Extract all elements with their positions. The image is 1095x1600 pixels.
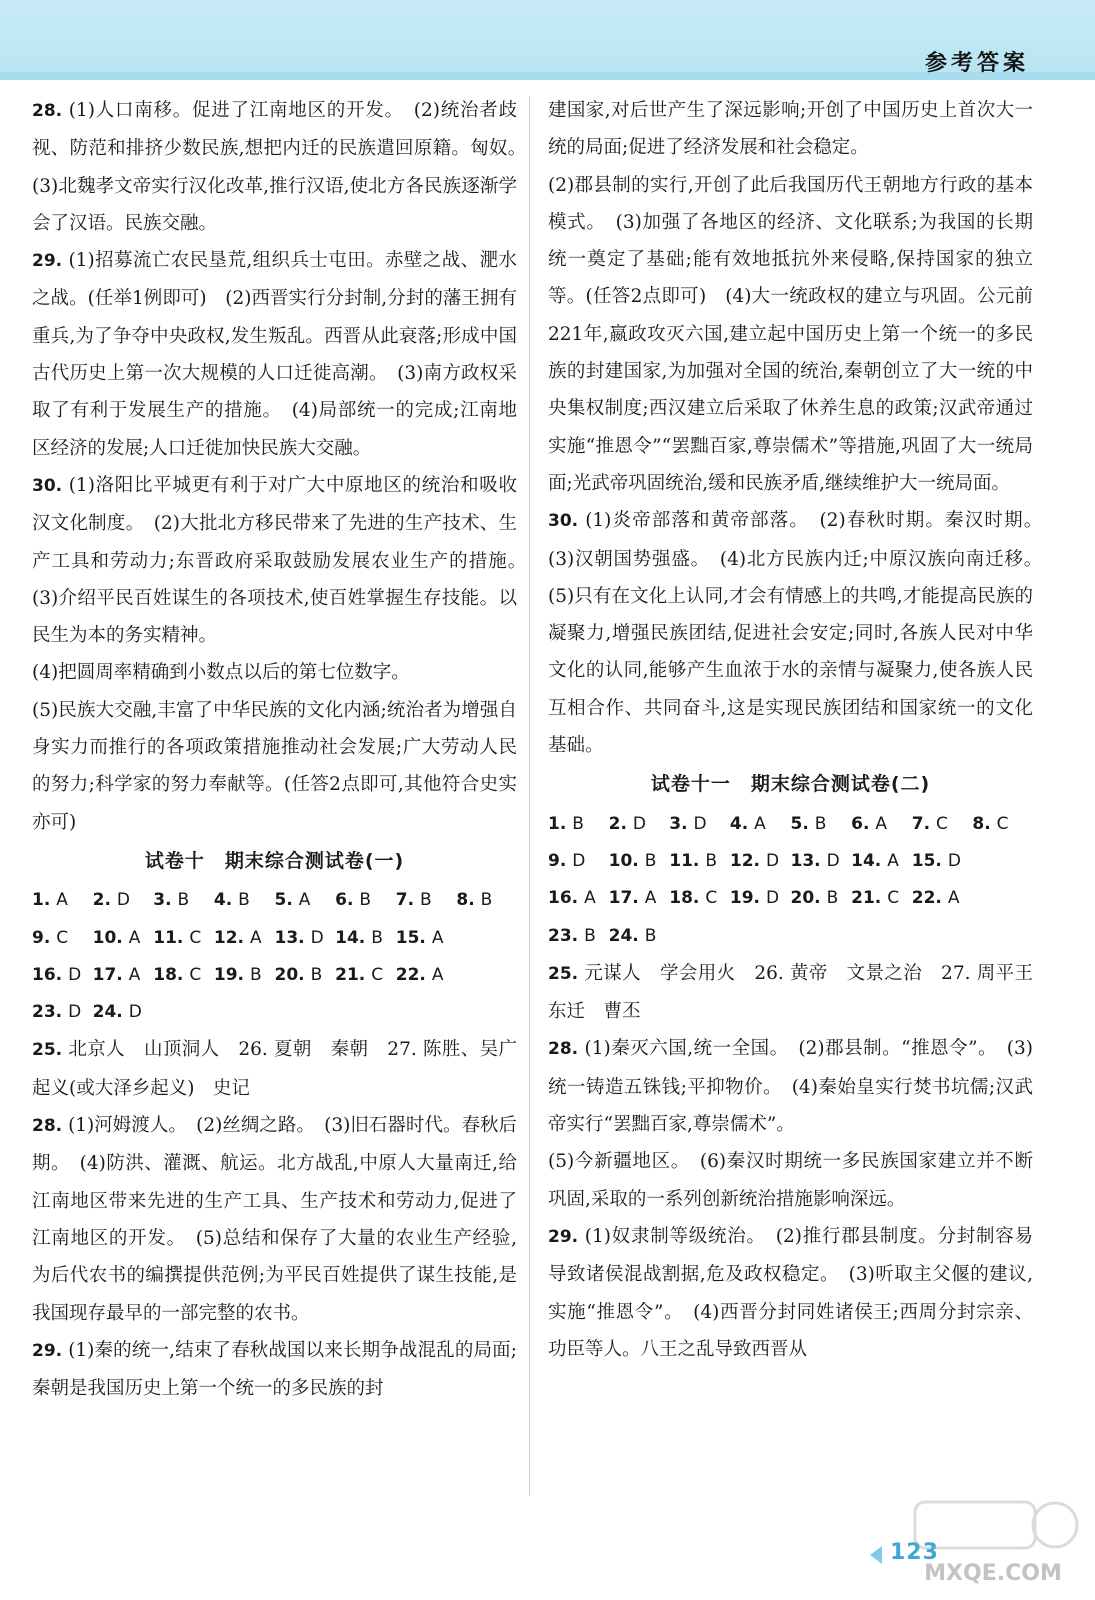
choice-letter: D <box>632 813 647 834</box>
question-number: 29. <box>32 1340 69 1361</box>
choice-answer <box>912 918 973 955</box>
choice-answer <box>972 843 1033 880</box>
choice-letter: D <box>572 850 586 871</box>
answer-paragraph <box>32 1031 517 1107</box>
choice-number: 11. <box>153 927 184 948</box>
choice-answer <box>456 920 517 957</box>
choice-answer <box>609 806 670 843</box>
answer-paragraph <box>548 167 1033 503</box>
choice-answer <box>335 957 396 994</box>
question-number: 30. <box>548 511 586 532</box>
choice-letter: A <box>584 888 596 909</box>
choice-answer <box>851 806 912 843</box>
choice-answer <box>153 882 214 919</box>
choice-number: 1. <box>32 890 51 911</box>
choice-number: 14. <box>851 850 882 871</box>
choice-number: 9. <box>32 927 51 948</box>
question-number: 28. <box>32 1116 69 1137</box>
choice-number: 6. <box>851 813 870 834</box>
choice-answer <box>396 994 457 1031</box>
choice-answer <box>548 880 609 917</box>
choice-answer <box>335 882 396 919</box>
choice-letter: C <box>371 964 384 985</box>
choice-letter: D <box>693 813 707 834</box>
choice-letter: B <box>310 964 323 985</box>
header-title: 参考答案 <box>924 51 1029 76</box>
choice-answer <box>851 843 912 880</box>
answer-paragraph <box>32 692 517 841</box>
choice-letter: B <box>371 927 383 948</box>
right-answers-bottom <box>548 955 1033 1368</box>
choice-answer <box>669 843 730 880</box>
question-number: 29. <box>548 1226 585 1247</box>
choice-number: 22. <box>911 888 942 909</box>
choice-number: 9. <box>548 850 567 871</box>
choice-letter: A <box>298 890 311 911</box>
choice-answer <box>548 843 609 880</box>
watermark-logo <box>905 1490 1080 1590</box>
answer-text: (1)秦灭六国,统一全国。 (2)郡县制。“推恩令”。 (3)统一铸造五铢钱;平抑物价。 (4)秦始皇实行焚书坑儒;汉武帝实行“罢黜百家,尊崇儒术”。 <box>548 1038 1033 1136</box>
answer-text: (1)招募流亡农民垦荒,组织兵士屯田。赤壁之战、淝水之战。(任举1例即可) (2)西晋实行分封制,分封的藩王拥有重兵,为了争夺中央政权,发生叛乱。西晋从此衰落;形成中国古代历史上第一次大规模的人口迁徙高潮。 (3)南方政权采取了有利于发展生产的措施。 (4)局部统一的完成;江南地区经济的发展;人口迁徙加快民族大交融。 <box>32 250 517 459</box>
choice-answer <box>153 920 214 957</box>
choice-letter: B <box>359 890 372 911</box>
choice-letter: B <box>250 964 262 985</box>
choice-letter: D <box>128 1002 142 1023</box>
choice-row <box>548 806 1033 843</box>
choice-letter: B <box>584 925 596 946</box>
choice-row <box>32 920 517 957</box>
answer-text: 建国家,对后世产生了深远影响;开创了中国历史上首次大一统的局面;促进了经济发展和社会稳定。 <box>548 100 1033 159</box>
choice-number: 12. <box>729 850 760 871</box>
choice-answer <box>93 994 154 1031</box>
choice-number: 21. <box>851 888 882 909</box>
choice-number: 2. <box>608 813 627 834</box>
choice-answer <box>730 806 791 843</box>
choice-letter: D <box>310 927 324 948</box>
choice-answer <box>456 882 517 919</box>
answer-text: (1)河姆渡人。 (2)丝绸之路。 (3)旧石器时代。春秋后期。 (4)防洪、灌溉、航运。北方战乱,中原人大量南迁,给江南地区带来先进的生产工具、生产技术和劳动力,促进了江南地区的开发。 (5)总结和保存了大量的农业生产经验,为后代农书的编撰提供范例;为平民百姓提供了谋生技能,是我国现存最早的一部完整的农书。 <box>32 1115 517 1324</box>
choice-letter: A <box>128 927 141 948</box>
answer-text: (1)炎帝部落和黄帝部落。 (2)春秋时期。秦汉时期。 (3)汉朝国势强盛。 (4)北方民族内迁;中原汉族向南迁移。 (5)只有在文化上认同,才会有情感上的共鸣,才能提高民族的凝聚力,增强民族团结,促进社会安定;同时,各族人民对中华文化的认同,能够产生血浓于水的亲情与凝聚力,使各族人民互相合作、共同奋斗,这是实现民族团结和国家统一的文化基础。 <box>548 510 1052 757</box>
answer-paragraph <box>548 502 1052 764</box>
choice-answer <box>791 806 852 843</box>
choice-letter: B <box>814 813 827 834</box>
question-number: 29. <box>32 251 69 272</box>
choice-number: 18. <box>669 888 700 909</box>
choice-answer <box>609 918 670 955</box>
choice-answer <box>548 918 609 955</box>
choice-letter: A <box>947 888 960 909</box>
right-multiple-choice <box>548 806 1033 955</box>
answer-paragraph <box>32 1332 517 1408</box>
choice-answer <box>153 994 214 1031</box>
choice-answer <box>32 882 93 919</box>
choice-answer <box>972 806 1033 843</box>
choice-number: 8. <box>456 890 475 911</box>
choice-answer <box>396 920 457 957</box>
question-number: 28. <box>548 1039 585 1060</box>
answer-text: (2)郡县制的实行,开创了此后我国历代王朝地方行政的基本模式。 (3)加强了各地区的经济、文化联系;为我国的长期统一奠定了基础;能有效地抵抗外来侵略,保持国家的独立等。(任答2点即可) (4)大一统政权的建立与巩固。公元前221年,嬴政攻灭六国,建立起中国历史上第一个统一的多民族的封建国家,为加强对全国的统治,秦朝创立了大一统的中央集权制度;西汉建立后采取了休养生息的政策;汉武帝通过实施“推恩令”“罢黜百家,尊崇儒术”等措施,巩固了大一统局面;光武帝巩固统治,缓和民族矛盾,继续维护大一统局面。 <box>548 174 1033 494</box>
choice-row <box>548 843 1033 880</box>
question-number: 28. <box>32 101 69 121</box>
choice-letter: B <box>644 925 657 946</box>
choice-number: 4. <box>213 890 233 911</box>
choice-number: 3. <box>669 813 688 834</box>
choice-answer <box>396 882 457 919</box>
choice-number: 1. <box>548 813 567 834</box>
choice-number: 16. <box>32 964 63 985</box>
choice-number: 15. <box>395 927 426 948</box>
choice-answer <box>609 843 670 880</box>
choice-row <box>548 918 1033 955</box>
section-title-exam-11: 试卷十一 期末综合测试卷(二) <box>650 773 931 796</box>
choice-letter: D <box>947 850 961 871</box>
right-column <box>548 92 1052 1368</box>
choice-answer <box>609 880 670 917</box>
question-number: 30. <box>32 475 69 496</box>
answer-paragraph <box>548 92 1033 167</box>
page-number: 123 <box>890 1540 939 1565</box>
answer-paragraph <box>32 92 536 242</box>
choice-letter: A <box>875 813 888 834</box>
choice-number: 23. <box>32 1002 63 1023</box>
choice-number: 20. <box>274 964 305 985</box>
choice-number: 18. <box>153 964 184 985</box>
choice-number: 20. <box>790 888 821 909</box>
choice-number: 10. <box>92 927 123 948</box>
choice-letter: D <box>766 888 780 909</box>
choice-number: 21. <box>335 964 366 985</box>
choice-letter: A <box>431 964 444 985</box>
right-answers-top <box>548 92 1052 764</box>
choice-answer <box>214 994 275 1031</box>
answer-paragraph <box>32 467 536 654</box>
choice-letter: D <box>116 890 131 911</box>
choice-answer <box>32 957 93 994</box>
choice-answer <box>93 920 154 957</box>
left-column <box>32 92 536 1407</box>
choice-answer <box>396 957 457 994</box>
choice-letter: C <box>189 927 202 948</box>
choice-number: 17. <box>608 888 639 909</box>
choice-number: 5. <box>790 813 809 834</box>
choice-answer <box>32 920 93 957</box>
choice-number: 19. <box>729 888 760 909</box>
answer-text: (4)把圆周率精确到小数点以后的第七位数字。 <box>32 662 410 684</box>
answer-paragraph <box>32 654 517 691</box>
column-divider <box>529 96 530 1496</box>
choice-letter: C <box>887 888 900 909</box>
choice-letter: C <box>705 888 718 909</box>
choice-number: 7. <box>911 813 931 834</box>
answer-text: (5)民族大交融,丰富了中华民族的文化内涵;统治者为增强自身实力而推行的各项政策措施推动社会发展;广大劳动人民的努力;科学家的努力奉献等。(任答2点即可,其他符合史实亦可) <box>32 699 517 833</box>
choice-answer <box>153 957 214 994</box>
answer-text: (1)人口南移。促进了江南地区的开发。 (2)统治者歧视、防范和排挤少数民族,想把内迁的民族遣回原籍。匈奴。 (3)北魏孝文帝实行汉化改革,推行汉语,使北方各民族逐渐学会了汉语。民族交融。 <box>32 100 536 234</box>
choice-letter: D <box>68 1002 82 1023</box>
choice-answer <box>791 843 852 880</box>
choice-letter: A <box>644 888 657 909</box>
choice-number: 23. <box>548 925 579 946</box>
choice-answer <box>214 920 275 957</box>
choice-letter: A <box>887 850 899 871</box>
answer-text: (5)今新疆地区。 (6)秦汉时期统一多民族国家建立并不断巩固,采取的一系列创新统治措施影响深远。 <box>548 1151 1033 1210</box>
page-number-arrow-icon <box>870 1546 882 1564</box>
choice-number: 24. <box>92 1002 123 1023</box>
choice-answer <box>275 957 336 994</box>
choice-number: 22. <box>395 964 426 985</box>
choice-letter: B <box>480 890 493 911</box>
choice-number: 11. <box>669 850 700 871</box>
choice-answer <box>851 880 912 917</box>
choice-letter: C <box>996 813 1009 834</box>
svg-text:MXQE.COM: MXQE.COM <box>924 1561 1062 1586</box>
choice-number: 8. <box>972 813 991 834</box>
choice-answer <box>456 957 517 994</box>
left-answers-top <box>32 92 536 841</box>
choice-number: 2. <box>92 890 111 911</box>
choice-number: 12. <box>213 927 244 948</box>
choice-answer <box>730 880 791 917</box>
choice-answer <box>669 806 730 843</box>
choice-number: 19. <box>213 964 244 985</box>
choice-answer <box>456 994 517 1031</box>
choice-answer <box>791 880 852 917</box>
choice-letter: A <box>431 927 444 948</box>
choice-answer <box>972 880 1033 917</box>
choice-answer <box>912 843 973 880</box>
choice-answer <box>912 880 973 917</box>
choice-answer <box>791 918 852 955</box>
choice-answer <box>275 994 336 1031</box>
choice-letter: A <box>250 927 262 948</box>
choice-letter: B <box>644 850 657 871</box>
choice-letter: A <box>754 813 766 834</box>
choice-answer <box>851 918 912 955</box>
answer-paragraph <box>32 1107 517 1332</box>
choice-letter: B <box>705 850 718 871</box>
choice-answer <box>669 880 730 917</box>
choice-number: 16. <box>548 888 579 909</box>
choice-answer <box>275 882 336 919</box>
answer-paragraph <box>548 1218 1033 1368</box>
choice-number: 24. <box>608 925 639 946</box>
choice-number: 14. <box>335 927 366 948</box>
choice-letter: B <box>238 890 250 911</box>
choice-number: 17. <box>92 964 123 985</box>
choice-answer <box>548 806 609 843</box>
choice-letter: D <box>68 964 82 985</box>
choice-number: 4. <box>729 813 749 834</box>
answer-text: 元谋人 学会用火 26. 黄帝 文景之治 27. 周平王东迁 曹丕 <box>548 962 1033 1023</box>
choice-letter: A <box>128 964 141 985</box>
choice-answer <box>972 918 1033 955</box>
choice-number: 10. <box>608 850 639 871</box>
choice-number: 6. <box>335 890 354 911</box>
choice-answer <box>335 994 396 1031</box>
choice-letter: A <box>56 890 68 911</box>
choice-letter: C <box>189 964 202 985</box>
choice-letter: D <box>826 850 840 871</box>
answer-text: (1)秦的统一,结束了春秋战国以来长期争战混乱的局面;秦朝是我国历史上第一个统一的多民族的封 <box>32 1339 517 1400</box>
choice-row <box>32 994 517 1031</box>
left-multiple-choice <box>32 882 517 1031</box>
choice-letter: C <box>56 927 69 948</box>
choice-row <box>32 882 517 919</box>
answer-paragraph <box>548 1143 1033 1218</box>
choice-answer <box>730 918 791 955</box>
choice-letter: B <box>420 890 432 911</box>
choice-answer <box>214 957 275 994</box>
choice-number: 15. <box>911 850 942 871</box>
answer-paragraph <box>548 1030 1033 1143</box>
choice-row <box>548 880 1033 917</box>
answer-text: (1)奴隶制等级统治。 (2)推行郡县制度。分封制容易导致诸侯混战割据,危及政权稳定。 (3)听取主父偃的建议,实施“推恩令”。 (4)西晋分封同姓诸侯王;西周分封宗亲、功臣等人。八王之乱导致西晋从 <box>548 1225 1033 1360</box>
answer-text: 北京人 山顶洞人 26. 夏朝 秦朝 27. 陈胜、吴广起义(或大泽乡起义) 史记 <box>32 1039 517 1099</box>
choice-letter: B <box>177 890 190 911</box>
choice-answer <box>335 920 396 957</box>
choice-answer <box>93 957 154 994</box>
choice-answer <box>275 920 336 957</box>
question-number: 25. <box>32 1040 69 1061</box>
choice-letter: C <box>936 813 948 834</box>
choice-answer <box>730 843 791 880</box>
choice-letter: B <box>572 813 584 834</box>
answer-text: (1)洛阳比平城更有利于对广大中原地区的统治和吸收汉文化制度。 (2)大批北方移民带来了先进的生产技术、生产工具和劳动力;东晋政府采取鼓励发展农业生产的措施。 (3)介绍平民百姓谋生的各项技术,使百姓掌握生存技能。以民生为本的务实精神。 <box>32 474 536 647</box>
section-title-exam-10: 试卷十 期末综合测试卷(一) <box>144 849 405 872</box>
choice-answer <box>93 882 154 919</box>
answer-paragraph <box>32 242 517 467</box>
choice-answer <box>912 806 973 843</box>
choice-number: 5. <box>274 890 293 911</box>
choice-number: 13. <box>790 850 821 871</box>
answer-paragraph <box>548 955 1033 1031</box>
choice-number: 7. <box>395 890 415 911</box>
choice-row <box>32 957 517 994</box>
choice-answer <box>669 918 730 955</box>
choice-answer <box>214 882 275 919</box>
choice-number: 13. <box>274 927 305 948</box>
left-answers-bottom <box>32 1031 517 1407</box>
question-number: 25. <box>548 963 585 984</box>
choice-letter: D <box>766 850 780 871</box>
choice-letter: B <box>826 888 839 909</box>
choice-answer <box>32 994 93 1031</box>
choice-number: 3. <box>153 890 172 911</box>
